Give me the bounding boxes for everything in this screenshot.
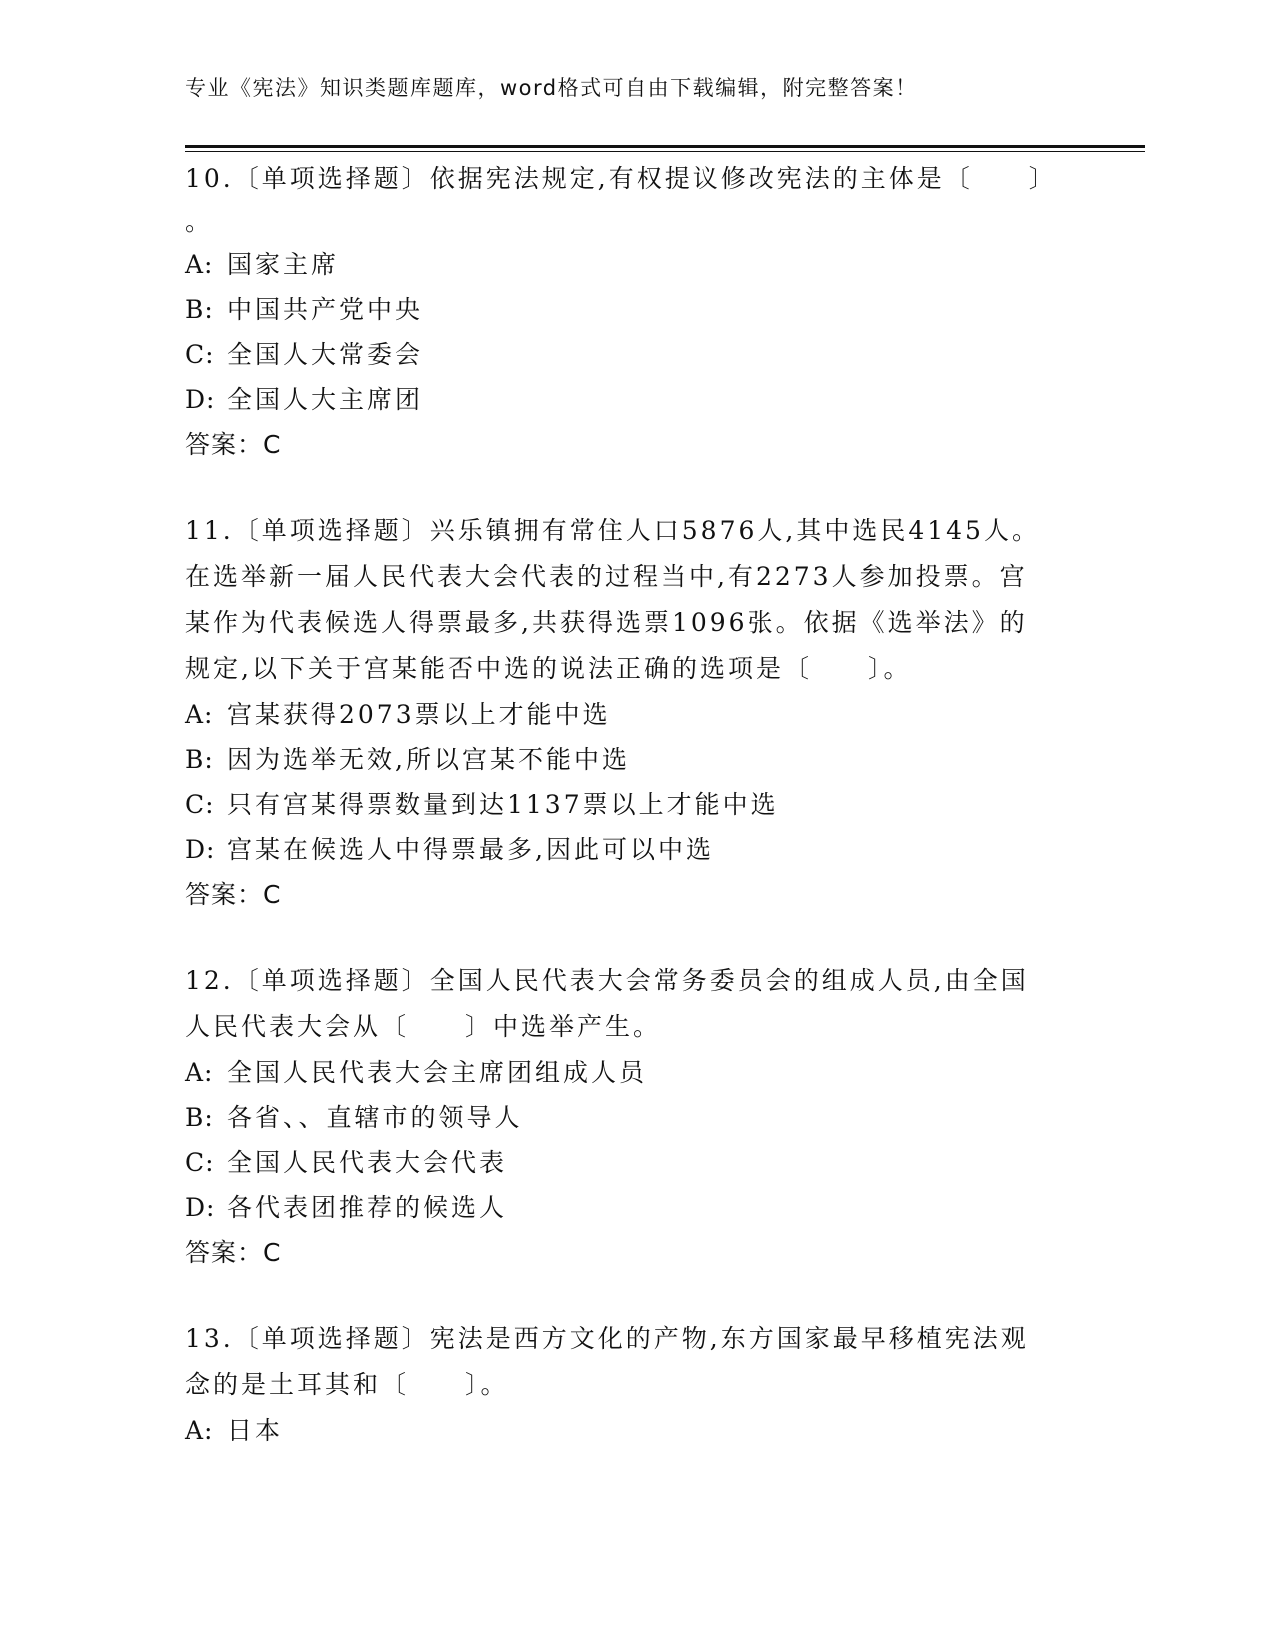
option-text: 全国人民代表大会代表 <box>227 1148 508 1177</box>
question-stem-line: 13.〔单项选择题〕宪法是西方文化的产物,东方国家最早移植宪法观 <box>185 1324 1029 1353</box>
option-text: 只有宫某得票数量到达1137票以上才能中选 <box>227 790 779 819</box>
question-stem-line: 11.〔单项选择题〕兴乐镇拥有常住人口5876人,其中选民4145人。 <box>185 516 1040 545</box>
question-stem-line: 念的是土耳其和〔 〕。 <box>185 1370 509 1399</box>
question-stem-line: 规定,以下关于宫某能否中选的说法正确的选项是〔 〕。 <box>185 654 912 683</box>
question-11 <box>185 508 1055 918</box>
question-stem-line: 12.〔单项选择题〕全国人民代表大会常务委员会的组成人员,由全国 <box>185 966 1029 995</box>
option-c <box>185 332 1055 377</box>
option-d <box>185 377 1055 422</box>
option-a <box>185 692 1055 737</box>
option-b <box>185 737 1055 782</box>
answer-line: 答案：C <box>185 1238 282 1267</box>
question-stem-line: 某作为代表候选人得票最多,共获得选票1096张。依据《选举法》的 <box>185 608 1028 637</box>
header-rule-thick <box>185 145 1145 148</box>
option-letter: C: <box>185 790 215 819</box>
option-letter: A: <box>185 1416 214 1445</box>
option-text: 因为选举无效,所以宫某不能中选 <box>227 745 630 774</box>
option-c <box>185 782 1055 827</box>
option-a <box>185 1050 1055 1095</box>
option-text: 各代表团推荐的候选人 <box>227 1193 508 1222</box>
question-stem-line: 人民代表大会从〔 〕中选举产生。 <box>185 1012 662 1041</box>
option-letter: D: <box>185 835 216 864</box>
page-header: 专业《宪法》知识类题库题库，word格式可自由下载编辑，附完整答案！ <box>185 76 918 100</box>
option-text: 国家主席 <box>227 250 340 279</box>
option-text: 全国人大常委会 <box>227 340 424 369</box>
question-stem-line: 。 <box>185 207 214 236</box>
option-letter: C: <box>185 1148 215 1177</box>
option-b <box>185 1095 1055 1140</box>
question-13 <box>185 1316 1055 1453</box>
option-letter: A: <box>185 1058 214 1087</box>
option-d <box>185 1185 1055 1230</box>
option-c <box>185 1140 1055 1185</box>
option-text: 全国人民代表大会主席团组成人员 <box>227 1058 648 1087</box>
option-b <box>185 287 1055 332</box>
option-letter: D: <box>185 1193 216 1222</box>
question-10 <box>185 156 1055 468</box>
question-12 <box>185 958 1055 1276</box>
option-letter: D: <box>185 385 216 414</box>
option-letter: B: <box>185 1103 214 1132</box>
option-letter: C: <box>185 340 215 369</box>
question-stem-line: 在选举新一届人民代表大会代表的过程当中,有2273人参加投票。宫 <box>185 562 1028 591</box>
header-rule-thin <box>185 151 1145 152</box>
answer-line: 答案：C <box>185 430 282 459</box>
option-letter: B: <box>185 295 214 324</box>
option-text: 日本 <box>227 1416 284 1445</box>
option-text: 各省、、直辖市的领导人 <box>227 1103 523 1132</box>
option-letter: B: <box>185 745 214 774</box>
option-text: 全国人大主席团 <box>227 385 424 414</box>
option-text: 宫某获得2073票以上才能中选 <box>227 700 611 729</box>
option-a <box>185 1408 1055 1453</box>
question-stem-line: 10.〔单项选择题〕依据宪法规定,有权提议修改宪法的主体是〔 〕 <box>185 164 1057 193</box>
answer-line: 答案：C <box>185 880 282 909</box>
option-letter: A: <box>185 700 214 729</box>
question-list <box>185 156 1055 1493</box>
option-letter: A: <box>185 250 214 279</box>
option-text: 宫某在候选人中得票最多,因此可以中选 <box>227 835 714 864</box>
option-d <box>185 827 1055 872</box>
option-a <box>185 242 1055 287</box>
option-text: 中国共产党中央 <box>227 295 424 324</box>
